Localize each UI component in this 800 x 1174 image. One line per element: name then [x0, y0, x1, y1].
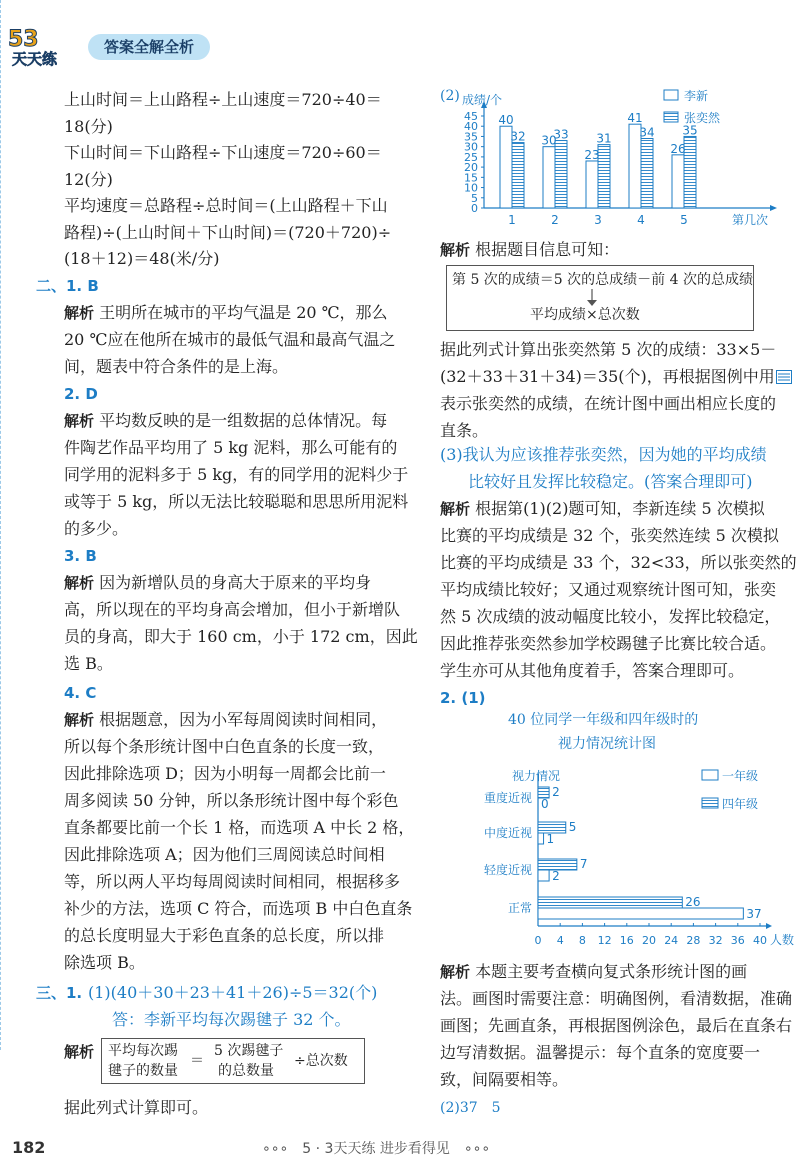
text-line: (32＋33＋31＋34)＝35(个)，再根据图例中用 [440, 367, 775, 386]
x-tick-label: 5 [680, 213, 688, 227]
data-label: 26 [685, 895, 701, 909]
score-bar-chart [418, 82, 798, 232]
question-number: 2. D [64, 385, 98, 403]
data-label: 23 [584, 147, 600, 162]
x-tick-label: 24 [664, 934, 679, 947]
data-label: 41 [627, 111, 643, 126]
bar-张奕然 [641, 138, 653, 208]
data-label: 33 [553, 127, 569, 142]
analysis-tag: 解析 [64, 304, 95, 322]
data-label: 2 [552, 869, 560, 883]
formula-text: ＝ [190, 1053, 204, 1069]
chart-title: 视力情况统计图 [558, 736, 656, 752]
bar-李新 [672, 155, 684, 208]
bar-张奕然 [512, 143, 524, 208]
text-line: (18＋12)＝48(米/分) [64, 249, 220, 268]
text-line: 18(分) [64, 117, 113, 136]
legend-swatch [664, 112, 678, 122]
text-line: 根据第(1)(2)题可知，李新连续 5 次模拟 [470, 499, 765, 518]
x-tick-label: 12 [597, 934, 612, 947]
data-label: 2 [552, 785, 560, 799]
text-line: 的总长度明显大于彩色直条的总长度，所以排 [64, 926, 385, 945]
text-line: 因此推荐张奕然参加学校踢毽子比赛比较合适。 [440, 634, 777, 653]
text-line: 致，间隔要相等。 [440, 1070, 569, 1089]
analysis-tag: 解析 [64, 412, 95, 430]
x-tick-label: 4 [556, 934, 564, 947]
category-label: 正常 [507, 901, 532, 915]
x-axis-label: 人数 [770, 933, 795, 947]
text-line: 平均成绩比较好；又通过观察统计图可知，张奕 [440, 580, 777, 599]
footer-slogan: ∘∘∘ 5 · 3天天练 进步看得见 ∘∘∘ [262, 1141, 491, 1157]
text-line: 比赛的平均成绩是 32 个，张奕然连续 5 次模拟 [440, 526, 779, 545]
text-line: 法。画图时需要注意：明确图例，看清数据，准确 [440, 989, 793, 1008]
text-line: 等，所以两人平均每周阅读时间相同，根据移多 [64, 872, 401, 891]
y-tick-label: 10 [464, 181, 478, 195]
bar-一年级 [538, 870, 549, 881]
data-label: 0 [541, 797, 549, 811]
text-line: 根据题目信息可知： [470, 240, 620, 259]
text-line: 直条都要比前一个长 1 格，而选项 A 中长 2 格， [64, 818, 415, 837]
analysis-tag: 解析 [440, 241, 471, 259]
x-tick-label: 2 [551, 213, 559, 227]
svg-text:53: 53 [8, 27, 39, 52]
text-line: 因为新增队员的身高大于原来的平均身 [94, 573, 372, 592]
vision-bar-chart [440, 760, 795, 960]
analysis-tag: 解析 [440, 963, 471, 981]
analysis-tag: 解析 [64, 1043, 95, 1061]
legend-label: 一年级 [722, 769, 759, 783]
legend-label: 四年级 [722, 797, 759, 811]
bar-一年级 [538, 908, 743, 919]
answer-line: 比较好且发挥比较稳定。(答案合理即可) [468, 472, 753, 491]
answer-line: (3)我认为应该推荐张奕然，因为她的平均成绩 [440, 445, 767, 464]
x-tick-label: 0 [534, 934, 542, 947]
text-line: 所以每个条形统计图中白色直条的长度一致， [64, 737, 385, 756]
question-number: (2) [440, 88, 460, 104]
data-label: 1 [546, 832, 555, 846]
answer-line: (1)(40＋30＋23＋41＋26)÷5＝32(个) [88, 983, 378, 1002]
y-tick-label: 5 [471, 191, 478, 205]
question-number: 4. C [64, 684, 97, 702]
analysis-tag: 解析 [64, 711, 95, 729]
text-line: 周多阅读 50 分钟，所以条形统计图中每个彩色 [64, 791, 399, 810]
question-number: 3. B [64, 547, 97, 565]
text-line: 员的身高，即大于 160 cm，小于 172 cm，因此 [64, 627, 418, 646]
legend-label: 李新 [684, 89, 709, 103]
text-line: 20 ℃应在他所在城市的最低气温和最高气温之 [64, 330, 396, 349]
text-line: 王明所在城市的平均气温是 20 ℃，那么 [94, 303, 388, 322]
y-axis-label: 成绩/个 [462, 93, 503, 107]
x-tick-label: 16 [619, 934, 634, 947]
column-divider [0, 0, 1, 1050]
category-label: 中度近视 [483, 826, 532, 840]
x-tick-label: 20 [642, 934, 656, 947]
analysis-tag: 解析 [440, 500, 471, 518]
category-label: 轻度近视 [483, 863, 532, 877]
x-tick-label: 3 [594, 213, 602, 227]
data-label: 34 [639, 125, 655, 140]
text-line: 件陶艺作品平均用了 5 kg 泥料，那么可能有的 [64, 438, 398, 457]
formula-text: 5 次踢毽子 [214, 1043, 284, 1059]
text-line: 下山时间＝下山路程÷下山速度＝720÷60＝ [64, 143, 382, 162]
data-label: 26 [670, 141, 686, 156]
text-line: 除选项 B。 [64, 953, 145, 972]
bar-四年级 [538, 897, 682, 908]
question-number: 2. (1) [440, 689, 486, 707]
text-line: 12(分) [64, 170, 113, 189]
data-label: 37 [746, 907, 762, 921]
analysis-tag: 解析 [64, 574, 95, 592]
text-line: 路程)÷(上山时间＋下山时间)＝(720＋720)÷ [64, 223, 392, 242]
x-tick-label: 28 [686, 934, 701, 947]
text-line: 学生亦可从其他角度着手，答案合理即可。 [440, 661, 745, 680]
formula-text: 毽子的数量 [108, 1063, 178, 1079]
data-label: 7 [579, 857, 588, 871]
text-line: 平均速度＝总路程÷总时间＝(上山路程＋下山 [64, 196, 388, 215]
y-tick-label: 0 [471, 202, 478, 215]
y-tick-label: 30 [464, 140, 478, 154]
bar-一年级 [538, 833, 544, 844]
text-line: 画图；先画直条，再根据图例涂色，最后在直条右 [440, 1016, 793, 1035]
logo [6, 22, 82, 66]
data-label: 31 [596, 131, 612, 146]
answer-line: 答：李新平均每次踢毽子 32 个。 [112, 1010, 351, 1029]
bar-张奕然 [684, 136, 696, 208]
bar-李新 [586, 161, 598, 208]
legend-label: 张奕然 [684, 111, 721, 125]
x-axis-arrow [766, 923, 772, 929]
x-tick-label: 4 [637, 213, 645, 227]
text-line: 补少的方法，选项 C 符合，而选项 B 中白色直条 [64, 899, 413, 918]
bar-张奕然 [598, 145, 610, 208]
text-line: 同学用的泥料多于 5 kg，有的同学用的泥料少于 [64, 465, 409, 484]
legend-swatch [664, 90, 678, 100]
y-tick-label: 25 [464, 150, 478, 164]
text-line: 比赛的平均成绩是 33 个，32<33，所以张奕然的 [440, 553, 797, 572]
page-number: 182 [12, 1138, 46, 1157]
data-label: 32 [510, 129, 526, 144]
y-tick-label: 15 [464, 171, 478, 185]
data-label: 40 [498, 113, 514, 128]
text-line: 本题主要考查横向复式条形统计图的画 [470, 962, 748, 981]
text-line: 选 B。 [64, 654, 113, 673]
x-axis-label: 第几次 [732, 213, 769, 227]
y-tick-label: 40 [464, 120, 478, 134]
y-tick-label: 20 [464, 161, 478, 175]
answer-line: (2)37 5 [440, 1100, 501, 1116]
text-line: 边写清数据。温馨提示：每个直条的宽度要一 [440, 1043, 761, 1062]
text-line: 高，所以现在的平均身高会增加，但小于新增队 [64, 600, 401, 619]
formula-text: 平均每次踢 [108, 1043, 178, 1059]
y-axis-label: 视力情况 [512, 769, 561, 783]
data-label: 5 [568, 820, 577, 834]
text-line: 间，题表中符合条件的是上海。 [64, 357, 289, 376]
x-tick-label: 40 [753, 934, 767, 947]
x-tick-label: 32 [708, 934, 723, 947]
y-tick-label: 35 [464, 130, 478, 144]
text-line: 因此排除选项 D；因为小明每一周都会比前一 [64, 764, 386, 783]
svg-text:天天练: 天天练 [12, 50, 58, 68]
text-line: 据此列式计算出张奕然第 5 次的成绩：33×5－ [440, 340, 777, 359]
question-number: 三、1. [36, 984, 83, 1002]
data-label: 30 [541, 133, 557, 148]
x-tick-label: 36 [730, 934, 745, 947]
text-line: 据此列式计算即可。 [64, 1098, 209, 1117]
formula-text: 的总数量 [218, 1063, 274, 1079]
x-tick-label: 1 [508, 213, 516, 227]
x-tick-label: 8 [578, 934, 586, 947]
header-badge: 答案全解全析 [88, 34, 210, 60]
bar-李新 [543, 147, 555, 208]
text-line: 然 5 次成绩的波动幅度比较小，发挥比较稳定， [440, 607, 781, 626]
formula-text: ÷总次数 [294, 1053, 348, 1069]
data-label: 35 [682, 123, 698, 138]
formula-text: 平均成绩×总次数 [530, 307, 640, 323]
text-line: 表示张奕然的成绩，在统计图中画出相应长度的 [440, 394, 777, 413]
legend-swatch [702, 798, 718, 808]
x-axis-arrow [770, 205, 777, 211]
category-label: 重度近视 [483, 791, 532, 805]
hatched-legend-icon [776, 370, 792, 384]
question-number: 二、1. B [36, 277, 99, 295]
text-line: 或等于 5 kg，所以无法比较聪聪和思思所用泥料 [64, 492, 409, 511]
text-line: 上山时间＝上山路程÷上山速度＝720÷40＝ [64, 90, 382, 109]
bar-张奕然 [555, 141, 567, 208]
legend-swatch [702, 770, 718, 780]
chart-title: 40 位同学一年级和四年级时的 [508, 712, 699, 728]
text-line: 平均数反映的是一组数据的总体情况。每 [94, 411, 388, 430]
text-line: 的多少。 [64, 519, 129, 538]
text-line: 直条。 [440, 421, 489, 440]
formula-text: 第 5 次的成绩＝5 次的总成绩－前 4 次的总成绩 [452, 272, 753, 288]
y-tick-label: 45 [464, 110, 478, 123]
text-line: 根据题意，因为小军每周阅读时间相同， [94, 710, 388, 729]
text-line: 因此排除选项 A；因为他们三周阅读总时间相 [64, 845, 385, 864]
